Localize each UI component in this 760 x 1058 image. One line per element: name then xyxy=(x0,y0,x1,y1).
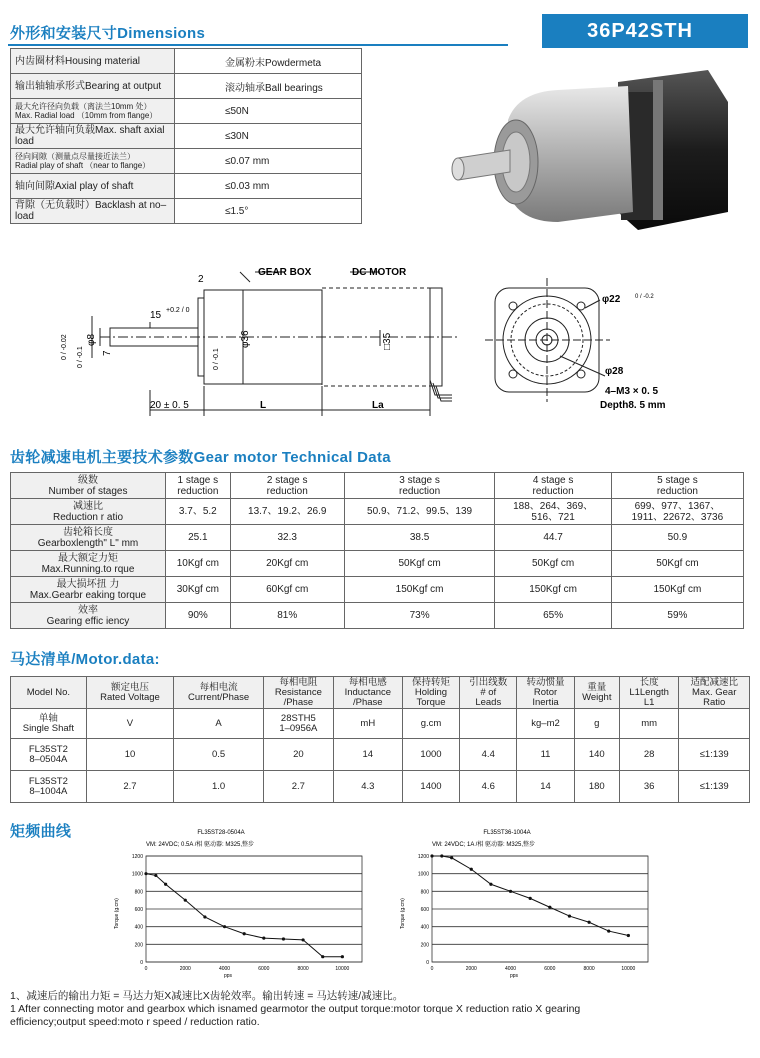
y-tick-label: 600 xyxy=(134,907,143,913)
data-point xyxy=(243,932,246,935)
tech-label: 级数 Number of stages xyxy=(11,473,166,499)
tech-row xyxy=(11,499,744,525)
motor-cell: 0.5 xyxy=(174,739,264,771)
tech-cell: 25.1 xyxy=(166,525,231,551)
data-point xyxy=(223,925,226,928)
spec-label-cn: 最大允许径向负载（离法兰10mm 处） xyxy=(15,102,152,111)
y-axis-label: Torque (g.cm) xyxy=(114,898,120,929)
tech-cell: 32.3 xyxy=(230,525,344,551)
dim-m3: 4–M3 × 0. 5 xyxy=(605,386,659,397)
tech-cell: 188、264、369、 516、721 xyxy=(495,499,611,525)
section-title-motor: 马达清单/Motor.data: xyxy=(10,651,160,668)
series-line xyxy=(432,856,628,936)
x-axis-label: pps xyxy=(510,973,519,979)
data-point xyxy=(144,872,147,875)
tech-cell: 50.9 xyxy=(611,525,743,551)
y-tick-label: 200 xyxy=(420,942,429,949)
data-point xyxy=(430,854,433,857)
spec-label xyxy=(11,49,175,74)
footnote-cn: 1、减速后的输出力矩 = 马达力矩X减速比X齿轮效率。输出转速 = 马达转速/减速比。 xyxy=(10,990,404,1002)
tech-label: 最大额定力矩 Max.Running.to rque xyxy=(11,551,166,577)
y-tick-label: 1000 xyxy=(131,871,143,878)
spec-row xyxy=(11,99,362,124)
x-tick-label: 4000 xyxy=(504,966,517,972)
motor-cell: 4.3 xyxy=(333,771,402,803)
spec-label xyxy=(11,149,175,174)
tech-cell: 50.9、71.2、99.5、139 xyxy=(344,499,495,525)
model-number: 36P42STH xyxy=(587,19,693,42)
tech-label: 效率 Gearing effic iency xyxy=(11,603,166,629)
spec-value: 金属粉末Powdermeta xyxy=(174,49,361,74)
data-point xyxy=(440,854,443,857)
tech-label: 减速比 Reduction r atio xyxy=(11,499,166,525)
x-tick-label: 2000 xyxy=(465,966,477,972)
x-tick-label: 2000 xyxy=(179,966,191,972)
x-tick-label: 8000 xyxy=(297,966,309,972)
data-point xyxy=(627,934,630,937)
y-axis-label: Torque (g.cm) xyxy=(400,898,406,929)
spec-label-cn: 最大允许轴向负载Max. shaft axial load xyxy=(15,125,165,147)
motor-cell: 2.7 xyxy=(86,771,174,803)
spec-label-cn: 背隙（无负载时）Backlash at no–load xyxy=(15,200,167,222)
tech-cell: 50Kgf cm xyxy=(495,551,611,577)
data-point xyxy=(301,938,304,941)
spec-value: ≤1.5° xyxy=(174,199,361,224)
data-point xyxy=(509,890,512,893)
data-point xyxy=(321,955,324,958)
data-point xyxy=(587,921,590,924)
dim-2: 2 xyxy=(198,274,204,285)
y-tick-label: 0 xyxy=(426,960,429,966)
x-axis-label: pps xyxy=(224,973,233,979)
motor-cell: 28 xyxy=(619,739,679,771)
motor-header-cell: 引出线数 # of Leads xyxy=(460,677,517,709)
dim-36-tol: 0 / -0.1 xyxy=(213,348,220,370)
motor-unit-cell xyxy=(460,709,517,739)
spec-label xyxy=(11,199,175,224)
dim-20: 20 ± 0. 5 xyxy=(150,400,189,411)
tech-cell: 2 stage s reduction xyxy=(230,473,344,499)
spec-label xyxy=(11,124,175,149)
motor-header-row xyxy=(11,677,750,709)
y-tick-label: 600 xyxy=(420,907,429,913)
tech-cell: 3 stage s reduction xyxy=(344,473,495,499)
spec-row xyxy=(11,49,362,74)
tech-cell: 38.5 xyxy=(344,525,495,551)
motor-header-cell: 每相电感 Inductance /Phase xyxy=(333,677,402,709)
motor-unit-cell: A xyxy=(174,709,264,739)
y-tick-label: 200 xyxy=(134,942,143,949)
spec-label xyxy=(11,74,175,99)
data-point xyxy=(154,874,157,877)
motor-table xyxy=(10,676,750,803)
y-tick-label: 800 xyxy=(134,889,143,896)
x-tick-label: 4000 xyxy=(218,966,231,972)
spec-label-cn: 输出轴轴承形式Bearing at output xyxy=(15,80,162,92)
tech-cell: 150Kgf cm xyxy=(495,577,611,603)
motor-cell: 11 xyxy=(517,739,574,771)
motor-unit-cell: g xyxy=(574,709,619,739)
motor-unit-cell: 28STH5 1–0956A xyxy=(263,709,333,739)
spec-row xyxy=(11,124,362,149)
data-point xyxy=(529,897,532,900)
spec-value: ≤0.03 mm xyxy=(174,174,361,199)
x-tick-label: 0 xyxy=(144,966,148,972)
dim-36: φ36 xyxy=(240,330,251,348)
gearmotor-photo xyxy=(438,62,738,240)
model-badge xyxy=(542,14,738,48)
data-point xyxy=(203,915,206,918)
motor-row xyxy=(11,739,750,771)
motor-unit-cell xyxy=(679,709,750,739)
x-tick-label: 0 xyxy=(430,966,434,972)
motor-unit-cell: 单轴 Single Shaft xyxy=(11,709,87,739)
motor-cell: 4.4 xyxy=(460,739,517,771)
motor-cell: 20 xyxy=(263,739,333,771)
footnote-en-2: efficiency;output speed:moto r speed / reduction ratio. xyxy=(10,1016,260,1028)
data-point xyxy=(450,856,453,859)
tech-cell: 150Kgf cm xyxy=(344,577,495,603)
y-tick-label: 0 xyxy=(140,960,143,966)
tech-cell: 3.7、5.2 xyxy=(166,499,231,525)
tech-row xyxy=(11,551,744,577)
motor-cell: 1000 xyxy=(402,739,459,771)
tech-cell: 60Kgf cm xyxy=(230,577,344,603)
motor-cell: 14 xyxy=(517,771,574,803)
tech-cell: 59% xyxy=(611,603,743,629)
tech-row xyxy=(11,525,744,551)
motor-header-cell: 适配减速比 Max. Gear Ratio xyxy=(679,677,750,709)
y-tick-label: 1000 xyxy=(417,871,429,878)
y-tick-label: 400 xyxy=(420,924,429,931)
data-point xyxy=(548,906,551,909)
motor-cell: 2.7 xyxy=(263,771,333,803)
y-tick-label: 400 xyxy=(134,924,143,931)
tech-cell: 44.7 xyxy=(495,525,611,551)
y-tick-label: 1200 xyxy=(417,854,429,860)
spec-label-cn: 径向间隙（测量点尽量接近法兰） xyxy=(15,152,135,161)
motor-row xyxy=(11,771,750,803)
spec-label-cn: 轴向间隙Axial play of shaft xyxy=(15,180,134,192)
spec-row xyxy=(11,74,362,99)
x-tick-label: 6000 xyxy=(258,966,270,972)
tech-table xyxy=(10,472,744,629)
motor-cell: 1.0 xyxy=(174,771,264,803)
dim-7-tol: 0 / -0.1 xyxy=(77,346,84,368)
spec-value: ≤30N xyxy=(174,124,361,149)
motor-header-cell: 额定电压 Rated Voltage xyxy=(86,677,174,709)
y-tick-label: 800 xyxy=(420,889,429,896)
section-title-curve: 矩频曲线 xyxy=(10,823,72,840)
tech-cell: 13.7、19.2、26.9 xyxy=(230,499,344,525)
spec-value: ≤0.07 mm xyxy=(174,149,361,174)
dim-8-tol: 0 / -0.02 xyxy=(61,334,68,360)
dim-La: La xyxy=(372,400,384,411)
chart-subtitle: VM: 24VDC; 1A /相 驱动器: M325,整步 xyxy=(432,842,536,848)
dim-35: □35 xyxy=(382,332,393,350)
dim-22: φ22 xyxy=(602,294,621,305)
spec-label-cn: 内齿圈材料Housing material xyxy=(15,55,141,67)
motor-header-cell: 转动惯量 Rotor Inertia xyxy=(517,677,574,709)
tech-cell: 699、977、1367、 1911、22672、3736 xyxy=(611,499,743,525)
motor-cell: 4.6 xyxy=(460,771,517,803)
spec-label xyxy=(11,174,175,199)
dim-15: 15 xyxy=(150,310,162,321)
motor-unit-cell: V xyxy=(86,709,174,739)
section-title-technical: 齿轮减速电机主要技术参数Gear motor Technical Data xyxy=(10,449,391,466)
tech-cell: 90% xyxy=(166,603,231,629)
motor-cell: 140 xyxy=(574,739,619,771)
motor-cell: 1400 xyxy=(402,771,459,803)
dim-7: 7 xyxy=(102,350,113,356)
tech-row xyxy=(11,473,744,499)
torque-chart-1004a xyxy=(396,826,658,978)
data-point xyxy=(607,929,610,932)
motor-cell: ≤1:139 xyxy=(679,739,750,771)
motor-cell: 10 xyxy=(86,739,174,771)
data-point xyxy=(262,937,265,940)
tech-row xyxy=(11,603,744,629)
spec-row xyxy=(11,199,362,224)
motor-header-cell: 保持转矩 Holding Torque xyxy=(402,677,459,709)
data-point xyxy=(164,883,167,886)
dim-8: φ8 xyxy=(86,333,97,346)
spec-label xyxy=(11,99,175,124)
motor-cell: ≤1:139 xyxy=(679,771,750,803)
tech-cell: 30Kgf cm xyxy=(166,577,231,603)
x-tick-label: 8000 xyxy=(583,966,595,972)
motor-header-cell: 每相电阻 Resistance /Phase xyxy=(263,677,333,709)
section-title-dimensions: 外形和安装尺寸Dimensions xyxy=(10,25,206,42)
spec-label-en: Radial play of shaft （near to flange） xyxy=(15,161,151,170)
data-point xyxy=(470,868,473,871)
motor-header-cell: Model No. xyxy=(11,677,87,709)
dim-15-tol: +0.2 / 0 xyxy=(166,307,190,314)
tech-cell: 81% xyxy=(230,603,344,629)
tech-cell: 4 stage s reduction xyxy=(495,473,611,499)
label-gear-box: GEAR BOX xyxy=(258,267,312,278)
motor-unit-row xyxy=(11,709,750,739)
tech-cell: 20Kgf cm xyxy=(230,551,344,577)
x-tick-label: 6000 xyxy=(544,966,556,972)
y-tick-label: 1200 xyxy=(131,854,143,860)
motor-unit-cell: g.cm xyxy=(402,709,459,739)
tech-label: 最大损坏扭 力 Max.Gearbr eaking torque xyxy=(11,577,166,603)
motor-cell: 180 xyxy=(574,771,619,803)
motor-header-cell: 每相电流 Current/Phase xyxy=(174,677,264,709)
chart-subtitle: VM: 24VDC; 0.5A /相 驱动器: M325,整步 xyxy=(146,842,255,848)
tech-cell: 5 stage s reduction xyxy=(611,473,743,499)
dim-L: L xyxy=(260,400,267,411)
data-point xyxy=(282,937,285,940)
tech-cell: 65% xyxy=(495,603,611,629)
x-tick-label: 10000 xyxy=(335,966,350,972)
dimension-drawing xyxy=(61,267,680,430)
motor-cell: 14 xyxy=(333,739,402,771)
data-point xyxy=(341,955,344,958)
chart-title: FL35ST36-1004A xyxy=(483,830,531,836)
spec-row xyxy=(11,149,362,174)
x-tick-label: 10000 xyxy=(621,966,636,972)
motor-unit-cell: kg–m2 xyxy=(517,709,574,739)
data-point xyxy=(568,914,571,917)
spec-table xyxy=(10,48,362,224)
motor-cell: FL35ST2 8–0504A xyxy=(11,739,87,771)
tech-cell: 50Kgf cm xyxy=(611,551,743,577)
tech-cell: 73% xyxy=(344,603,495,629)
tech-label: 齿轮箱长度 Gearboxlength" L" mm xyxy=(11,525,166,551)
spec-label-en: Max. Radial load （10mm from flange） xyxy=(15,111,158,120)
spec-value: 滚动轴承Ball bearings xyxy=(174,74,361,99)
motor-unit-cell: mm xyxy=(619,709,679,739)
motor-header-cell: 长度 L1Length L1 xyxy=(619,677,679,709)
tech-row xyxy=(11,577,744,603)
motor-cell: 36 xyxy=(619,771,679,803)
tech-cell: 50Kgf cm xyxy=(344,551,495,577)
data-point xyxy=(489,883,492,886)
torque-chart-0504a xyxy=(110,826,372,978)
spec-row xyxy=(11,174,362,199)
dim-22-tol: 0 / -0.2 xyxy=(635,294,654,300)
divider xyxy=(8,44,508,46)
tech-cell: 1 stage s reduction xyxy=(166,473,231,499)
dim-28: φ28 xyxy=(605,366,624,377)
label-dc-motor: DC MOTOR xyxy=(352,267,407,278)
motor-header-cell: 重量 Weight xyxy=(574,677,619,709)
footnote xyxy=(10,990,750,1029)
footnote-en-1: 1 After connecting motor and gearbox which isnamed gearmotor the output torque:motor torque X reduction ratio X gearing xyxy=(10,1003,581,1015)
dim-depth: Depth8. 5 mm xyxy=(600,400,666,411)
tech-cell: 150Kgf cm xyxy=(611,577,743,603)
motor-cell: FL35ST2 8–1004A xyxy=(11,771,87,803)
spec-value: ≤50N xyxy=(174,99,361,124)
data-point xyxy=(184,899,187,902)
motor-unit-cell: mH xyxy=(333,709,402,739)
tech-cell: 10Kgf cm xyxy=(166,551,231,577)
chart-title: FL35ST28-0504A xyxy=(197,830,245,836)
